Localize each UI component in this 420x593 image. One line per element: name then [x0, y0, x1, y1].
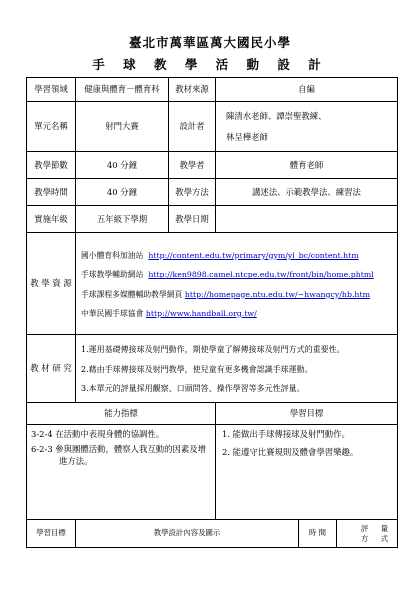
bottom-col-design: 教學設計內容及圖示 — [76, 520, 299, 548]
row-sessions — [27, 152, 398, 179]
row-domain — [27, 78, 398, 102]
designer-line-2: 林呈樺老師 — [226, 131, 268, 142]
plan-title: 手 球 教 學 活 動 設 計 — [92, 57, 328, 72]
resource-name: 手球課程多媒體輔助教學網頁 — [81, 289, 183, 299]
teacher-value: 體育老師 — [216, 152, 398, 179]
domain-label: 學習領域 — [27, 78, 76, 102]
resource-name: 中華民國手球協會 — [81, 308, 144, 318]
assessment-top: 評 量 — [360, 523, 393, 533]
sessions-label: 教學節數 — [27, 152, 76, 179]
date-label: 教學日期 — [169, 206, 216, 233]
lesson-plan-table — [26, 77, 398, 548]
ability-item: 3-2-4 在活動中表現身體的協調性。 — [31, 429, 165, 439]
research-item: 3.本單元的評量採用觀察、口頭問答、操作學習等多元性評量。 — [81, 384, 305, 394]
source-label: 教材來源 — [169, 78, 216, 102]
time-label: 教學時間 — [27, 179, 76, 206]
learning-item: 2. 能遵守比賽規則及體會學習樂趣。 — [222, 447, 359, 458]
domain-value: 健康與體育－體育科 — [76, 78, 169, 102]
row-bottom-headers — [27, 520, 398, 548]
learning-header: 學習目標 — [216, 403, 398, 425]
unit-label: 單元名稱 — [27, 102, 76, 152]
row-goals — [27, 425, 398, 520]
row-goal-headers — [27, 403, 398, 425]
research-item: 1.運用基礎傳接球及射門動作，期使學童了解傳接球及射門方式的重要性。 — [81, 345, 345, 355]
bottom-col-goal: 學習目標 — [27, 520, 76, 548]
designer-label: 設計者 — [169, 102, 216, 152]
resource-link[interactable]: http://homepage.ntu.edu.tw/~hwangcy/hb.htm — [184, 289, 370, 299]
row-time — [27, 179, 398, 206]
resources-list — [76, 233, 398, 335]
resource-link[interactable]: http://www.handball.org.tw/ — [145, 308, 257, 318]
resource-item — [81, 250, 395, 261]
teacher-label: 教學者 — [169, 152, 216, 179]
grade-value: 五年級下學期 — [76, 206, 169, 233]
ability-list — [27, 425, 216, 520]
research-label: 教 材 研 究 — [27, 335, 76, 403]
learning-item: 1. 能做出手球傳接球及射門動作。 — [222, 429, 350, 439]
resource-link[interactable]: http://ken9898.camel.ntcpe.edu.tw/front/bin/home.phtml — [148, 270, 374, 280]
assessment-bottom: 方 式 — [360, 533, 393, 543]
bottom-col-assessment — [337, 520, 398, 548]
sessions-value: 40 分鐘 — [76, 152, 169, 179]
ability-header: 能力指標 — [27, 403, 216, 425]
row-unit — [27, 102, 398, 152]
school-name: 臺北市萬華區萬大國民小學 — [128, 35, 291, 50]
learning-list — [216, 425, 398, 520]
research-item: 2.藉由手球傳接球及射門教學，使兒童有更多機會認識手球運動。 — [81, 364, 313, 374]
date-value — [216, 206, 398, 233]
ability-item: 6-2-3 參與團體活動，體察人我互動的因素及增進方法。 — [31, 444, 207, 467]
row-resources — [27, 233, 398, 335]
source-value: 自編 — [216, 78, 398, 102]
unit-value: 射門大賽 — [76, 102, 169, 152]
designer-value — [216, 102, 398, 152]
resource-item — [81, 289, 395, 300]
designer-line-1: 陳清水老師、譚崇聖教練、 — [226, 111, 327, 122]
resource-item — [81, 308, 395, 319]
research-list — [76, 335, 398, 403]
time-value: 40 分鐘 — [76, 179, 169, 206]
bottom-col-time: 時 間 — [299, 520, 337, 548]
grade-label: 實施年級 — [27, 206, 76, 233]
row-research — [27, 335, 398, 403]
resource-name: 國小體育科加油站 — [81, 250, 144, 260]
method-label: 教學方法 — [169, 179, 216, 206]
row-grade — [27, 206, 398, 233]
method-value: 講述法、示範教學法、練習法 — [216, 179, 398, 206]
resource-item — [81, 269, 395, 280]
resource-link[interactable]: http://content.edu.tw/primary/gym/yl_bc/content.htm — [148, 250, 359, 260]
resources-label: 教 學 資 源 — [27, 233, 76, 335]
resource-name: 手球教學輔助網站 — [81, 270, 144, 280]
